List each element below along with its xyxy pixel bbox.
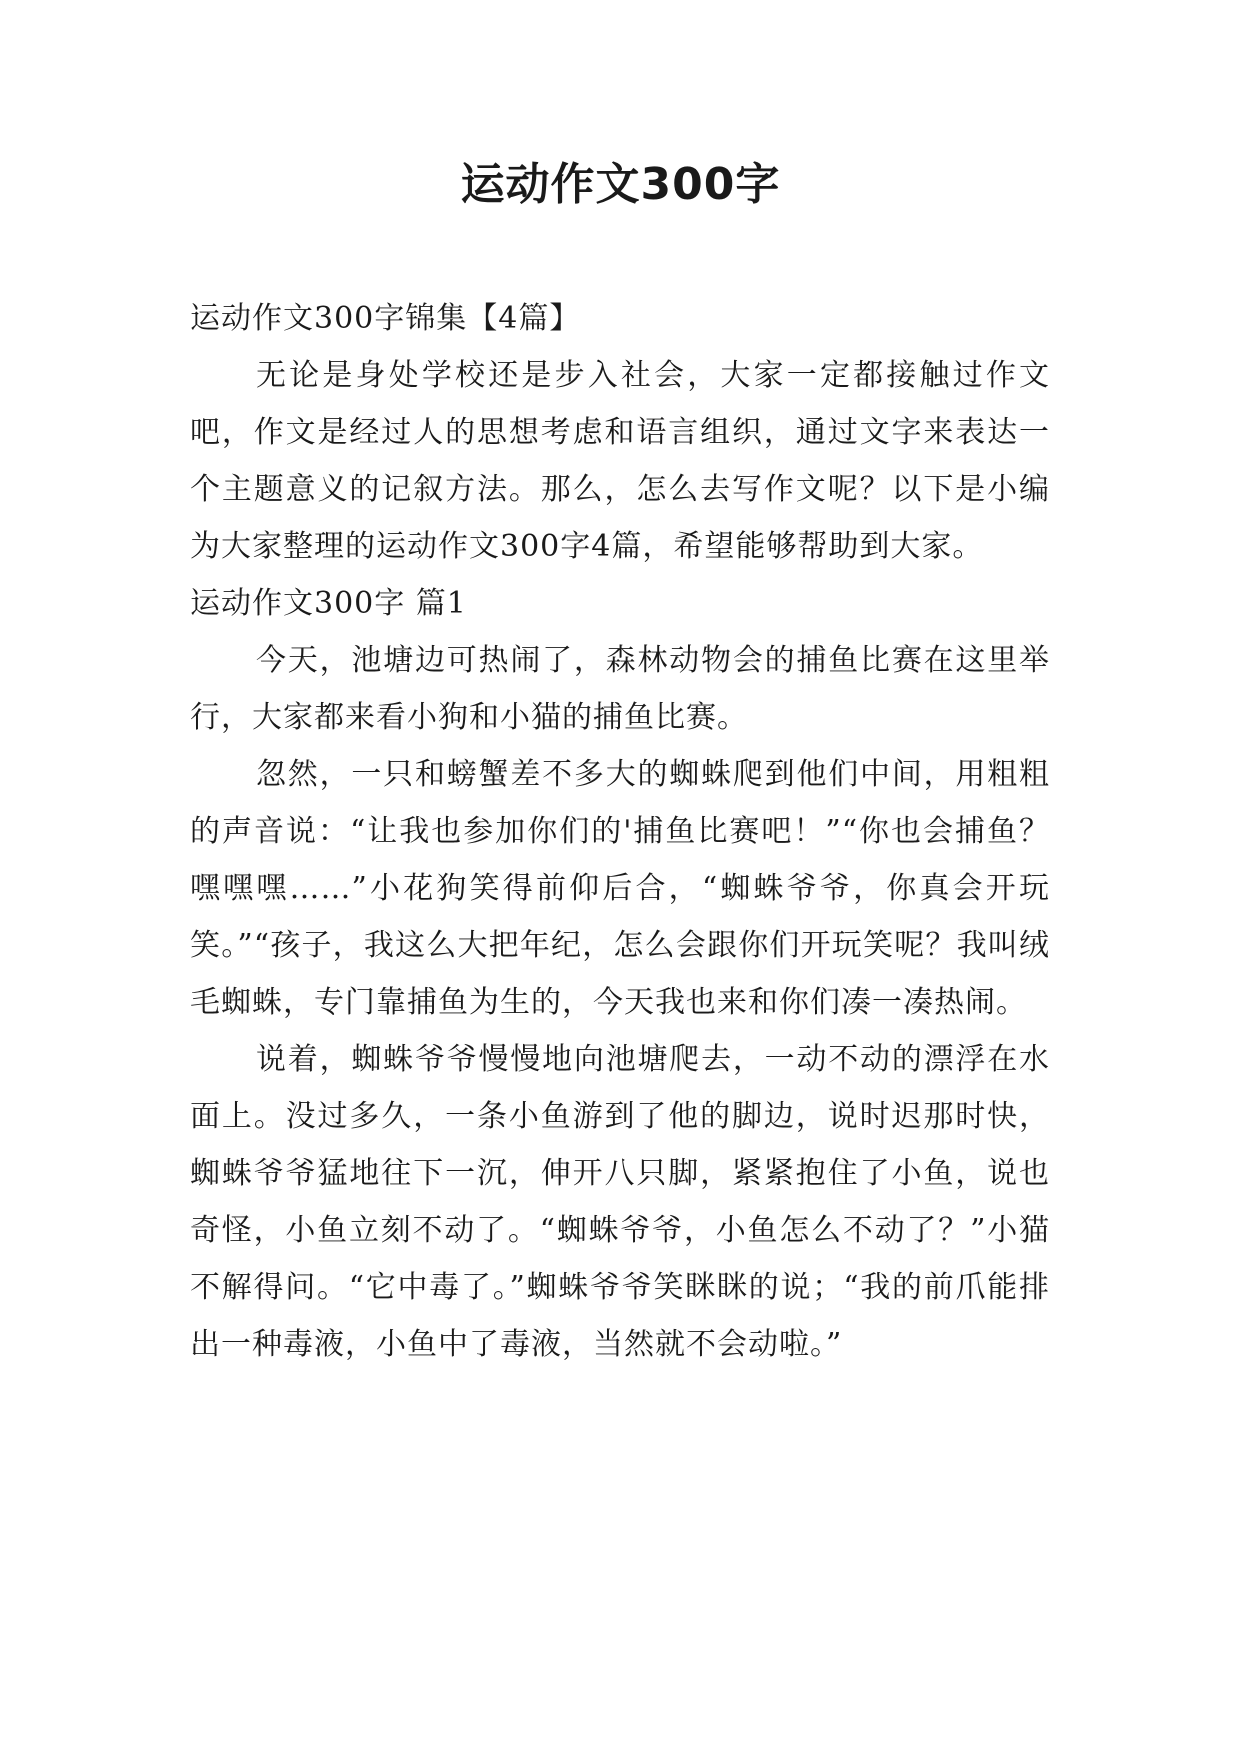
body-paragraph: 忽然，一只和螃蟹差不多大的蜘蛛爬到他们中间，用粗粗的声音说：“让我也参加你们的'捕鱼比赛吧！”“你也会捕鱼？嘿嘿嘿……”小花狗笑得前仰后合，“蜘蛛爷爷，你真会开玩笑。”“孩子，我这么大把年纪，怎么会跟你们开玩笑呢？我叫绒毛蜘蛛，专门靠捕鱼为生的，今天我也来和你们凑一凑热闹。 bbox=[190, 757, 1050, 1020]
document-body bbox=[190, 290, 1050, 1373]
body-paragraph: 今天，池塘边可热闹了，森林动物会的捕鱼比赛在这里举行，大家都来看小狗和小猫的捕鱼比赛。 bbox=[190, 643, 1050, 735]
section-heading: 运动作文300字 篇1 bbox=[190, 586, 467, 621]
document-title: 运动作文300字 bbox=[460, 159, 781, 210]
collection-heading: 运动作文300字锦集【4篇】 bbox=[190, 301, 581, 336]
body-paragraph: 说着，蜘蛛爷爷慢慢地向池塘爬去，一动不动的漂浮在水面上。没过多久，一条小鱼游到了他的脚边，说时迟那时快，蜘蛛爷爷猛地往下一沉，伸开八只脚，紧紧抱住了小鱼，说也奇怪，小鱼立刻不动了。“蜘蛛爷爷，小鱼怎么不动了？”小猫不解得问。“它中毒了。”蜘蛛爷爷笑眯眯的说；“我的前爪能排出一种毒液，小鱼中了毒液，当然就不会动啦。” bbox=[190, 1042, 1050, 1362]
intro-paragraph: 无论是身处学校还是步入社会，大家一定都接触过作文吧，作文是经过人的思想考虑和语言组织，通过文字来表达一个主题意义的记叙方法。那么，怎么去写作文呢？以下是小编为大家整理的运动作文300字4篇，希望能够帮助到大家。 bbox=[190, 358, 1050, 564]
